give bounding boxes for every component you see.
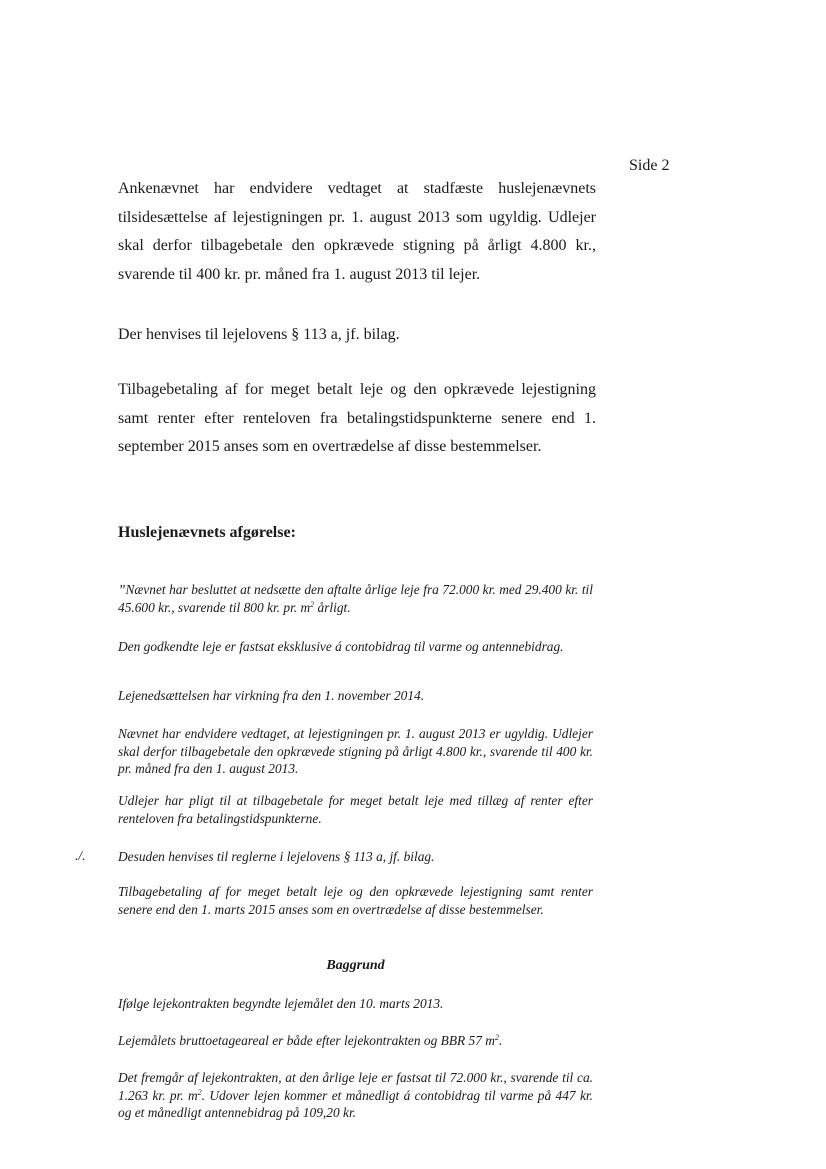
quoted-paragraph: Lejenedsættelsen har virkning fra den 1. november 2014. bbox=[118, 688, 425, 703]
annex-margin-mark: ./. bbox=[75, 848, 86, 863]
quoted-text: ”Nævnet har besluttet at nedsætte den aftalte årlige leje fra 72.000 kr. med 29.400 kr. til 45.600 kr., svarende til 800 kr. pr. m bbox=[118, 582, 593, 615]
superscript: 2 bbox=[494, 1033, 499, 1042]
quoted-paragraph: Desuden henvises til reglerne i lejelovens § 113 a, jf. bilag. bbox=[118, 849, 435, 864]
decision-heading: Huslejenævnets afgørelse: bbox=[118, 524, 296, 541]
quoted-paragraph bbox=[118, 581, 593, 616]
quoted-paragraph: Nævnet har endvidere vedtaget, at lejestigningen pr. 1. august 2013 er ugyldig. Udlejer skal derfor tilbagebetale den opkrævede stigning på årligt 4.800 kr., svarende til 400 kr. pr. måned fra den 1. august 2013. bbox=[118, 726, 593, 776]
quoted-paragraph: Den godkendte leje er fastsat eksklusive á contobidrag til varme og antennebidrag. bbox=[118, 639, 564, 654]
background-paragraph bbox=[118, 1032, 593, 1050]
body-paragraph: Der henvises til lejelovens § 113 a, jf. bilag. bbox=[118, 326, 400, 343]
body-paragraph: Tilbagebetaling af for meget betalt leje og den opkrævede lejestigning samt renter efter renteloven fra betalingstidspunkterne senere end 1. september 2015 anses som en overtrædelse af disse bestemmelser. bbox=[118, 381, 596, 455]
quoted-paragraph: Udlejer har pligt til at tilbagebetale for meget betalt leje med tillæg af renter efter renteloven fra betalingstidspunkterne. bbox=[118, 793, 593, 826]
background-heading: Baggrund bbox=[326, 958, 385, 973]
body-paragraph: Ankenævnet har endvidere vedtaget at stadfæste huslejenævnets tilsidesættelse af lejestigningen pr. 1. august 2013 som ugyldig. Udlejer skal derfor tilbagebetale den opkrævede stigning på årligt 4.800 kr., svarende til 400 kr. pr. måned fra 1. august 2013 til lejer. bbox=[118, 180, 596, 283]
background-paragraph: Ifølge lejekontrakten begyndte lejemålet den 10. marts 2013. bbox=[118, 996, 444, 1011]
quoted-text-suffix: årligt. bbox=[314, 599, 351, 615]
background-text: Det fremgår af lejekontrakten, at den årlige leje er fastsat til 72.000 kr., svarende til ca. 1.263 kr. pr. m bbox=[118, 1070, 593, 1103]
background-text-suffix: . Udover lejen kommer et månedligt á contobidrag til varme på 447 kr. og et månedligt antennebidrag på 109,20 kr. bbox=[118, 1087, 593, 1120]
superscript: 2 bbox=[310, 599, 315, 609]
background-text-suffix: . bbox=[498, 1033, 503, 1048]
background-paragraph bbox=[118, 1069, 593, 1122]
superscript: 2 bbox=[197, 1087, 202, 1097]
quoted-paragraph: Tilbagebetaling af for meget betalt leje og den opkrævede lejestigning samt renter senere end den 1. marts 2015 anses som en overtrædelse af disse bestemmelser. bbox=[118, 884, 593, 917]
page-number: Side 2 bbox=[629, 157, 670, 174]
background-text: Lejemålets bruttoetageareal er både efter lejekontrakten og BBR 57 m bbox=[118, 1033, 495, 1048]
